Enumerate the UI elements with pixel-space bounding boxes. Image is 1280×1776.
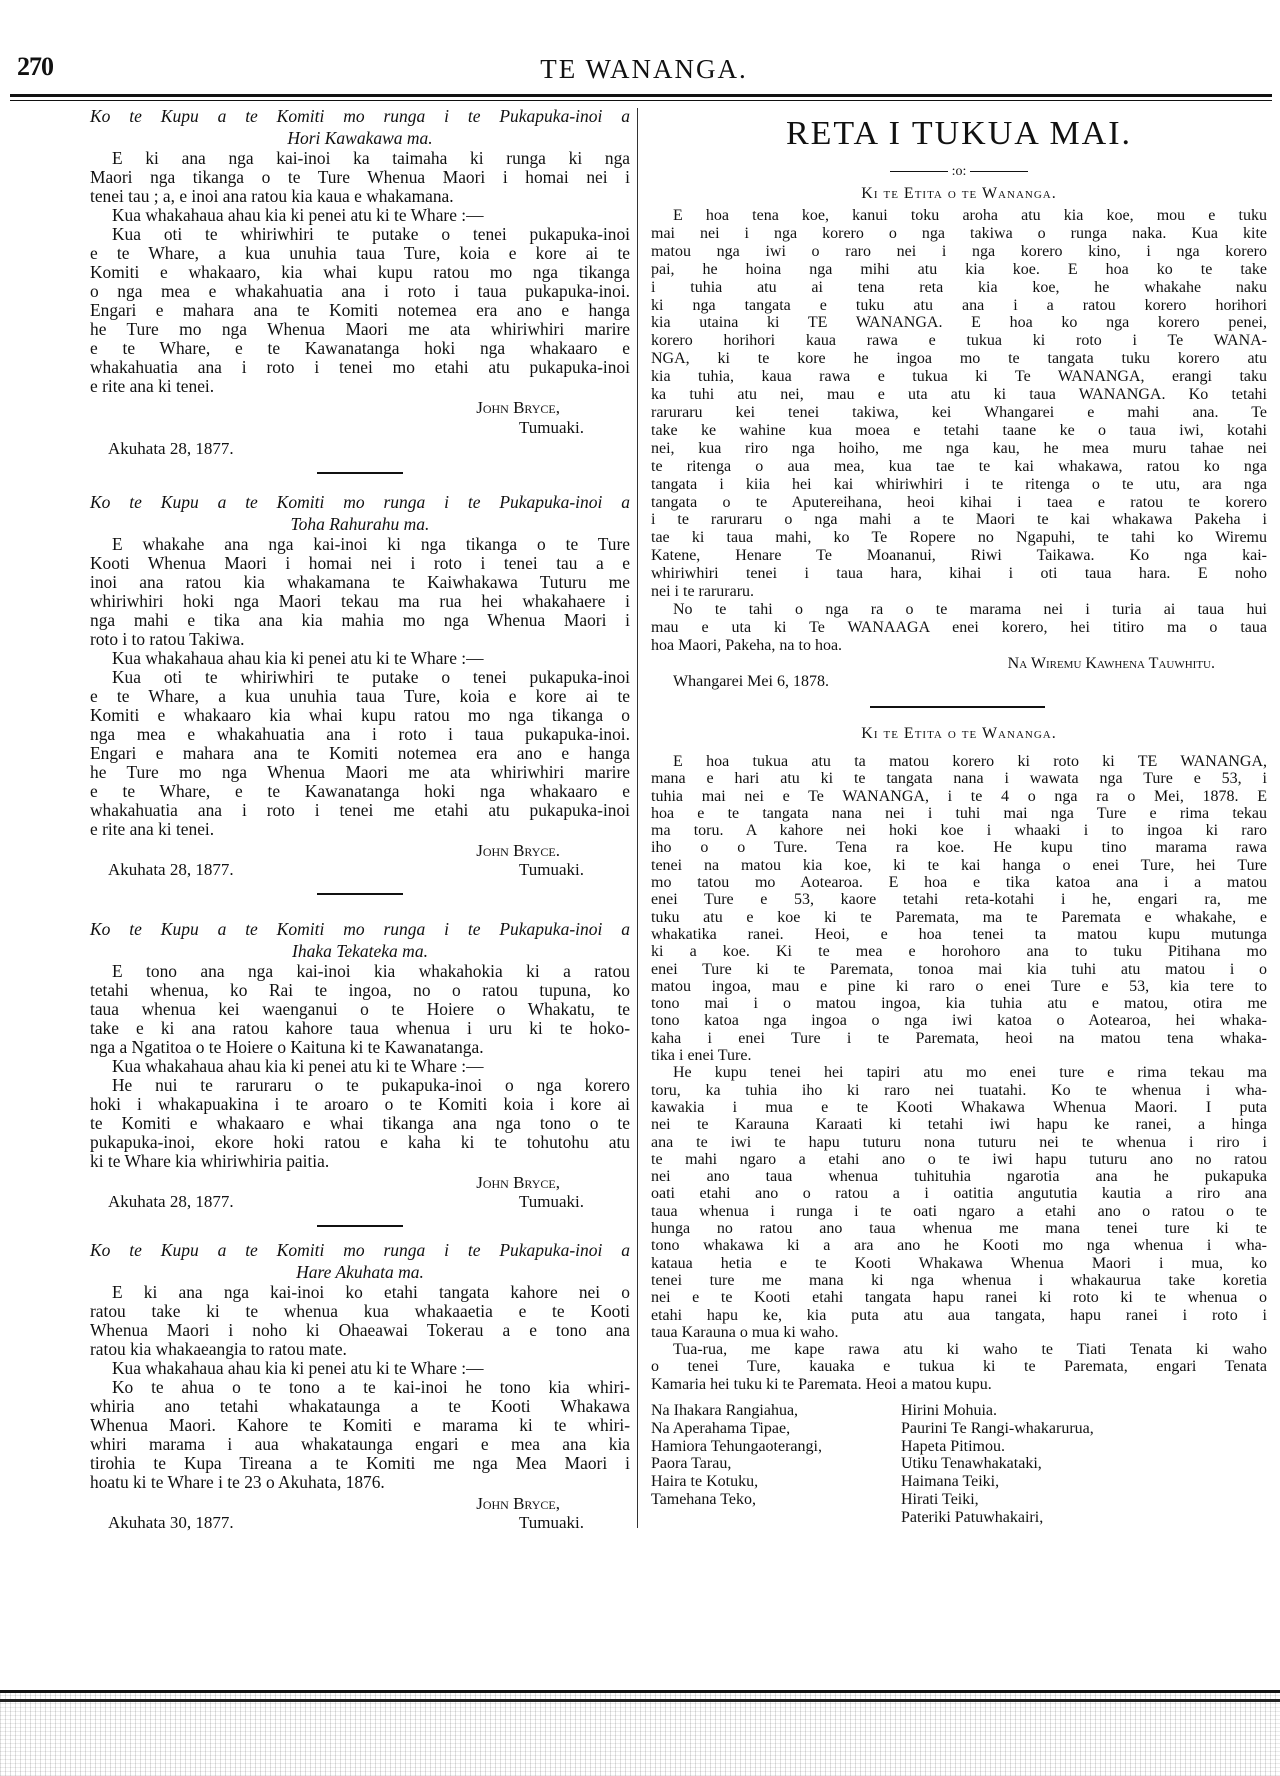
text-line: i te raruraru o nga mahi a te Maori te kai whakawa Pakeha i [651,511,1267,529]
text-line: whiri marama i aua whakataunga engari e mea ana kia [90,1434,630,1454]
text-line: taua whenua kei waenganui o te Hoiere o Whakatu, te [90,999,630,1019]
text-line: tenei tau ; a, e inoi ana ratou kia kaua e whakamana. [90,186,454,206]
text-line: matou ingoa, mau e pine ki raro o enei Ture e 53, kia tere to [651,977,1267,995]
heading-line: Hare Akuhata ma. [296,1262,424,1282]
ornament-text: :o: [951,164,967,179]
text-line: pai, he hoina nga mihi atu kia koe. E hoa ko te take [651,260,1267,278]
paragraph [651,1064,1267,1341]
text-line: E hoa tukua atu ta matou korero ki roto ki TE WANANGA, [673,753,1267,770]
text-line: pukapuka-inoi, ekore hoki ratou e kaha ki te tohutohu atu [90,1132,630,1152]
text-line: hoki i whakapuakina i te aroaro o te Komiti koia i kore ai [90,1094,630,1114]
committee-report-section [90,105,630,474]
text-line: hoa e te tangata nana nei i tuhi mai nga Ture e rima tekau [651,804,1267,822]
paragraph [90,668,630,839]
heading-line: Toha Rahurahu ma. [290,514,430,534]
text-line: korero horihori kaua rawa e tukua ki roto i Te WANA- [651,332,1267,350]
text-line: Komiti e whakaaro, kia whai kupu ratou mo nga tikanga [90,262,630,282]
text-line: ki nga tangata e tuku atu ana i a ratou korero horihori [651,296,1267,314]
text-line: tika i enei Ture. [651,1047,752,1065]
text-line: e te Whare, e te Kawanatanga hoki nga whakaaro e [90,338,630,358]
signature-name: John Bryce. [476,841,560,860]
heading-line: Ihaka Tekateka ma. [292,941,428,961]
text-line: Katene, Henare Te Moananui, Riwi Taikawa. Ko nga kai- [651,547,1267,565]
text-line: Kua whakahaua ahau kia ki penei atu ki te Whare :— [112,1056,484,1076]
text-line: o tenei Ture, kauaka e tukua ki te Paremata, engari Tenata [651,1358,1267,1376]
text-line: mai nei i nga korero o nga takiwa o runga naka. Kua kite [651,224,1267,242]
text-line: tuku atu e koe ki te Paremata, ma te Paremata e whakahe, e [651,908,1267,926]
paragraph [90,962,630,1057]
letters-section-title: RETA I TUKUA MAI. [785,115,1133,152]
heading-line: Hori Kawakawa ma. [287,128,433,148]
paragraph [651,207,1267,601]
text-line: taua whenua i runga i te oati ngaro a etahi ano o ratou o te [651,1202,1267,1220]
text-line: Kua oti te whiriwhiri te putake o tenei pukapuka-inoi [112,667,630,687]
section-body [90,149,630,396]
text-line: tirohia te Kupa Tireana a te Komiti me nga Mea Maori i [90,1453,630,1473]
heading-line: Ko te Kupu a te Komiti mo runga i te Pukapuka-inoi a [90,106,630,126]
signature-row [90,418,630,458]
text-line: Kamaria hei tuku ki te Paremata. Heoi a matou kupu. [651,1375,992,1393]
text-line: raruraru kei tenei takiwa, kei Whangarei e mahi ana. Te [651,403,1267,421]
paragraph [90,1378,630,1492]
text-line: Maori nga tikanga o te Ture Whenua Maori i homai nei i [90,167,630,187]
signatory-name: Hirati Teiki, [901,1490,979,1508]
signatories-right [901,1402,1094,1527]
text-line: tono whakawa ki a ara ano he Kooti mo nga whenua i wha- [651,1237,1267,1255]
text-line: nei e te Kooti etahi tangata hapu ranei ki roto ki te whenua o [651,1289,1267,1307]
text-line: he Ture mo nga Whenua Maori me ata whiriwhiri marire [90,319,630,339]
date: Akuhata 28, 1877. [108,439,234,458]
date: Akuhata 28, 1877. [108,1192,234,1211]
text-line: whiriwhiri hoki nga Maori tekau ma rua hei whakahaere i [90,591,630,611]
text-line: kia tuhia, kaua rawa e tukua ki Te WANANGA, erangi taku [651,368,1267,386]
text-line: kataua hetia e te Kooti Whakawa Whenua Maori i mua, ko [651,1254,1267,1272]
paragraph [90,1076,630,1171]
text-line: roto i to ratou Takiwa. [90,629,245,649]
section-heading [90,105,630,149]
text-line: Kua oti te whiriwhiri te putake o tenei pukapuka-inoi [112,224,630,244]
text-line: ratou take ki te whenua kua whakaaetia e te Kooti [90,1301,630,1321]
signatory-name: Tamehana Teko, [651,1490,756,1508]
signatory-name: Na Aperahama Tipae, [651,1419,791,1437]
text-line: kaha i enei Ture i te Paremata, heoi na matou tena whaka- [651,1029,1267,1047]
text-line: tetahi whenua, ko Rai te ingoa, no o ratou tupuna, ko [90,980,630,1000]
signature-name: John Bryce, [476,1173,560,1192]
signatories-left [651,1402,901,1527]
letter-salutation: Ki te Etita o te Wananga. [861,725,1057,742]
text-line: e te Whare, a kua unuhia taua Ture, koia e kore ai te [90,686,630,706]
signatory-name: Hamiora Tehungaoterangi, [651,1437,822,1455]
text-line: whakahuatia ana i roto i tenei mo etahi atu pukapuka-inoi [90,357,630,377]
paragraph [90,1057,630,1076]
paragraph [90,1283,630,1359]
text-line: matou nga iwi o raro nei i nga korero kino, i nga korero [651,242,1267,260]
section-heading [90,491,630,535]
scan-edge-noise [0,1690,1280,1776]
text-line: nga mea e whakahuatia ana i roto i taua pukapuka-inoi. [90,724,630,744]
heading-line: Ko te Kupu a te Komiti mo runga i te Pukapuka-inoi a [90,492,630,512]
text-line: hunga no ratou ano taua whenua me mana tenei ture ki te [651,1220,1267,1238]
text-line: te Komiti e whakaaro e whai tikanga ana nga tono o te [90,1113,630,1133]
text-line: Engari e mahara ana te Komiti notemea era ano e hanga [90,300,630,320]
text-line: Whenua Maori. Kahore te Komiti e marama ki te whiri- [90,1415,630,1435]
signatory-name: Haimana Teiki, [901,1473,1000,1491]
text-line: nei, kua riro nga hoiho, me nga kau, he mea muru tahae nei [651,439,1267,457]
text-line: nei ano taua whenua tuhituhia ngarotia ana he pukapuka [651,1168,1267,1186]
section-heading [90,918,630,962]
text-line: kia utaina ki TE WANANGA. E hoa ko nga korero penei, [651,314,1267,332]
letter-body [651,753,1267,1393]
text-line: Kua whakahaua ahau kia ki penei atu ki te Whare :— [112,1358,484,1378]
text-line: E hoa tena koe, kanui toku aroha atu kia koe, mou e tuku [673,207,1267,224]
signatory-name: Hapeta Pitimou. [901,1437,1005,1455]
text-line: whiria ano tetahi whakataunga a te Kooti Whakawa [90,1396,630,1416]
text-line: tangata o te Aputereihana, heoi kihai i taea e ratou te korero [651,493,1267,511]
committee-report-section [90,491,630,895]
letter-place-date: Whangarei Mei 6, 1878. [673,672,829,690]
letter-signature: Na Wiremu Kawhena Tauwhitu. [1007,654,1215,672]
text-line: mana e hari atu ki te tangata nana i wawata nga Ture e 53, i [651,770,1267,788]
section-body [90,1283,630,1492]
header-rule [10,100,1272,101]
text-line: tae ki taua mahi, ko Te Ropere no Ngapuhi, te tahi ko Wiremu [651,529,1267,547]
text-line: nga a Ngatitoa o te Hoiere o Kaituna ki te Kawanatanga. [90,1037,484,1057]
committee-report-section [90,918,630,1227]
text-line: inoi ana ratou kia whakamana te Kaiwhakawa Tuturu me [90,572,630,592]
ornament-divider [651,162,1267,182]
text-line: Kooti Whenua Maori i homai nei i roto i tenei tau a e [90,553,630,573]
signature-title: Tumuaki. [518,418,584,437]
paragraph [90,649,630,668]
text-line: e te Whare, e te Kawanatanga hoki nga whakaaro e [90,781,630,801]
paragraph [90,535,630,649]
text-line: tuhia mai nei e Te WANANGA, i te 4 o nga ra o Mei, 1878. E [651,787,1267,805]
signatories-list [651,1402,1267,1527]
text-line: toru, ka tuhia iho ki raro nei tuatahi. Ko te whenua i wha- [651,1081,1267,1099]
date: Akuhata 30, 1877. [108,1513,234,1532]
text-line: etahi hapu ke, kia puta atu aua tangata, hapu ranei i roto i [651,1306,1267,1324]
paragraph [90,1359,630,1378]
section-rule [317,893,403,895]
paragraph [651,753,1267,1064]
text-line: E ki ana nga kai-inoi ka taimaha ki runga ki nga [112,148,630,168]
heading-line: Ko te Kupu a te Komiti mo runga i te Pukapuka-inoi a [90,919,630,939]
signature-name: John Bryce, [476,398,560,417]
signature-row [90,1192,630,1211]
text-line: e te Whare, a kua unuhia taua Ture, koia e kore ai te [90,243,630,263]
text-line: ka tuhi atu nei, mau e uta atu ki taua WANANGA. Ko tetahi [651,386,1267,404]
text-line: He kupu tenei hei tapiri atu mo enei ture e rima tekau ma [673,1064,1267,1082]
page-number: 270 [17,52,53,81]
text-line: nei te Karauna Karaati ki tetahi iwi hapu ke ranei, a hinga [651,1116,1267,1134]
signatory-name: Utiku Tenawhakataki, [901,1455,1042,1473]
text-line: NGA, ki te kore he ingoa mo te tangata tuku korero atu [651,350,1267,368]
signatory-name: Pateriki Patuwhakairi, [901,1508,1044,1526]
signature-title: Tumuaki. [518,1513,584,1532]
paragraph [651,601,1267,655]
signatory-name: Hirini Mohuia. [901,1402,997,1419]
section-heading [90,1239,630,1283]
text-line: ki te Whare kia whiriwhiria paitia. [90,1151,330,1171]
text-line: i tuhia atu ai tena reta kia koe, he whakahe naku [651,278,1267,296]
text-line: Komiti e whakaaro kia whai kupu ratou mo nga tikanga o [90,705,630,725]
text-line: Whenua Maori i noho ki Ohaeawai Tokerau a e tono ana [90,1320,630,1340]
text-line: tenei ture me mana ki nga whenua i whakaurua take koretia [651,1271,1267,1289]
text-line: E tono ana nga kai-inoi kia whakahokia ki a ratou [112,961,630,981]
text-line: oati etahi ano o ratou a i oatitia angututia kautia a riro ana [651,1185,1267,1203]
text-line: o nga mea e whakahuatia ana i roto i taua pukapuka-inoi. [90,281,630,301]
newspaper-title: TE WANANGA. [540,54,748,84]
signatory-name: Paora Tarau, [651,1455,732,1473]
section-body [90,535,630,839]
text-line: Kua whakahaua ahau kia ki penei atu ki te Whare :— [112,205,484,225]
text-line: He nui te raruraru o te pukapuka-inoi o nga korero [112,1075,630,1095]
text-line: Tua-rua, me kape rawa atu ki waho te Tiati Tenata ki waho [673,1341,1267,1359]
text-line: taua Karauna o mua ki waho. [651,1323,839,1341]
text-line: nei i te raruraru. [651,583,755,601]
text-line: te mahi ngaro a etahi ano o te iwi hapu tuturu ano no ratou [651,1150,1267,1168]
signature-row [90,860,630,879]
section-rule [870,706,1045,708]
text-line: Ko te ahua o te tono a te kai-inoi he tono kia whiri- [112,1377,630,1397]
signatory-name: Na Ihakara Rangiahua, [651,1402,799,1419]
text-line: E whakahe ana nga kai-inoi ki nga tikanga o te Ture [112,534,630,554]
paragraph [90,149,630,206]
text-line: nga mahi e tika ana kia mahia mo nga Whenua Maori i [90,610,630,630]
text-line: te ritenga o aua mea, kua tae te kai whakawa, ratou ko nga [651,457,1267,475]
text-line: take e ki ana ratou kahore taua whenua i uru ki te hoko- [90,1018,630,1038]
text-line: mo tatou mo Aotearoa. E hoa e tika katoa ana i a matou [651,874,1267,892]
text-line: ki a koe. Ki te mea e horohoro ana to tuku Pitihana mo [651,943,1267,961]
committee-report-section [90,1239,630,1532]
section-rule [317,472,403,474]
section-rule [317,1225,403,1227]
text-line: tenei na matou kia koe, ki te kai hanga o enei Ture, hei Ture [651,856,1267,874]
paragraph [90,225,630,396]
text-line: hoa Maori, Pakeha, na to hoa. [651,636,843,654]
signature-title: Tumuaki. [518,1192,584,1211]
text-line: Engari e mahara ana te Komiti notemea era ano e hanga [90,743,630,763]
text-line: tono mai i o matou ingoa, kia tuhia atu e matou, otira me [651,995,1267,1013]
text-line: whiriwhiri tenei i taua hara, kihai i oti taua hara. E noho [651,565,1267,583]
text-line: ratou kia whakaeangia to ratou mate. [90,1339,347,1359]
text-line: hoatu ki te Whare i te 23 o Akuhata, 1876. [90,1472,385,1492]
heading-line: Ko te Kupu a te Komiti mo runga i te Pukapuka-inoi a [90,1240,630,1260]
text-line: tono katoa nga ingoa o nga iwi katoa o Aotearoa, hei whaka- [651,1012,1267,1030]
signatory-name: Paurini Te Rangi-whakarurua, [901,1419,1094,1437]
text-line: enei Ture e 53, kaore tetahi reta-kotahi i he, engari ra, me [651,891,1267,909]
header-rule [10,94,1272,97]
text-line: e rite ana ki tenei. [90,376,215,396]
signature-row [90,1513,630,1532]
text-line: whakatika ranei. Heoi, e hoa tenei ta matou kupu mutunga [651,925,1267,943]
signature-name: John Bryce, [476,1494,560,1513]
signatory-name: Haira te Kotuku, [651,1473,759,1491]
signature-title: Tumuaki. [518,860,584,879]
text-line: iho o o Ture. Tena ra koe. He kupu tino marama rawa [651,839,1267,857]
text-line: ana te iwi te hapu tuturu nona tuturu nei te whenua i riro i [651,1133,1267,1151]
text-line: mau e uta ki Te WANAAGA enei korero, hei titiro ma o taua [651,618,1267,636]
column-divider [637,108,638,1528]
text-line: kawakia i mua e te Kooti Whakawa Whenua Maori. I puta [651,1098,1267,1116]
date: Akuhata 28, 1877. [108,860,234,879]
text-line: enei Ture ki te Paremata, tonoa mai kia tuhi atu matou i o [651,960,1267,978]
letter-salutation: Ki te Etita o te Wananga. [861,185,1057,202]
letter-body [651,207,1267,690]
text-line: whakahuatia ana i roto i tenei me etahi atu pukapuka-inoi [90,800,630,820]
paragraph [651,1341,1267,1393]
text-line: take ke wahine kua moea e tetahi taane ke o taua iwi, kotahi [651,421,1267,439]
text-line: E ki ana nga kai-inoi ko etahi tangata kahore nei o [112,1282,630,1302]
section-body [90,962,630,1171]
text-line: ma toru. A kahore nei hoki koe i whaaki i to ingoa ki raro [651,822,1267,840]
paragraph [90,206,630,225]
text-line: tangata i kiia hei kai whiriwhiri i te ritenga o te utu, ara nga [651,475,1267,493]
text-line: No te tahi o nga ra o te marama nei i turia ai taua hui [673,600,1267,618]
text-line: he Ture mo nga Whenua Maori me ata whiriwhiri marire [90,762,630,782]
text-line: e rite ana ki tenei. [90,819,215,839]
text-line: Kua whakahaua ahau kia ki penei atu ki te Whare :— [112,648,484,668]
